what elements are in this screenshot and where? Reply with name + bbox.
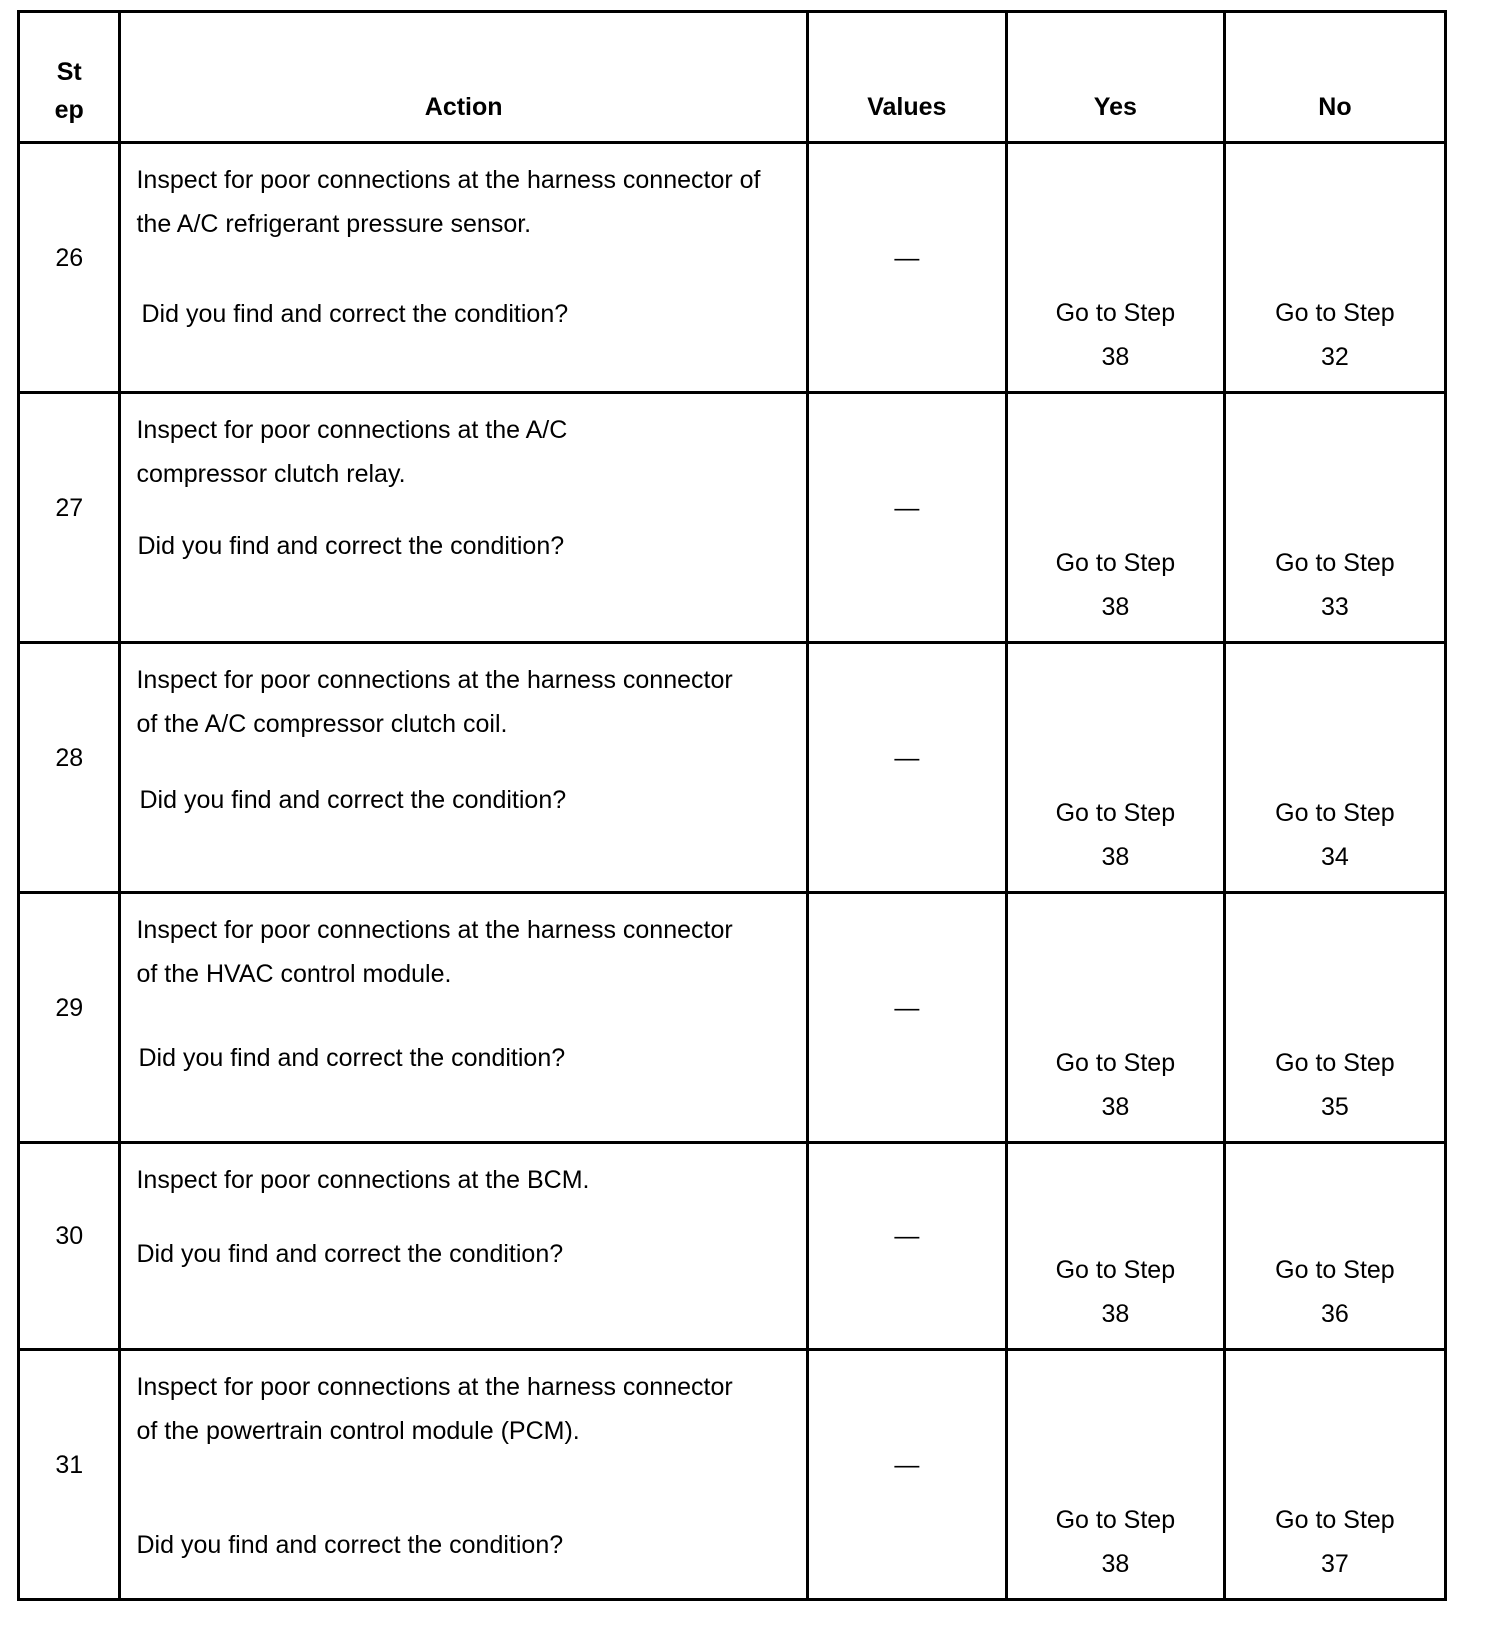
no-cell <box>1224 393 1445 643</box>
action-cell <box>120 143 807 393</box>
yes-cell <box>1006 643 1224 893</box>
action-text: Inspect for poor connections at the harness connector of the HVAC control module. <box>136 916 733 988</box>
yes-prefix: Go to Step <box>1055 799 1176 827</box>
yes-cell <box>1006 393 1224 643</box>
header-yes: Yes <box>1006 12 1224 143</box>
no-prefix: Go to Step <box>1275 1049 1395 1077</box>
yes-cell <box>1006 893 1224 1143</box>
no-prefix: Go to Step <box>1275 1256 1395 1284</box>
table-header-row <box>19 12 1446 143</box>
table-row <box>19 393 1446 643</box>
step-number: 26 <box>19 143 120 393</box>
no-cell <box>1224 893 1445 1143</box>
action-text: Inspect for poor connections at the BCM. <box>136 1166 590 1194</box>
header-step-line2: ep <box>54 96 84 124</box>
step-number: 28 <box>19 643 120 893</box>
action-text: Inspect for poor connections at the harness connector of the powertrain control module (PCM). <box>136 1373 733 1445</box>
table-row <box>19 643 1446 893</box>
step-number: 31 <box>19 1350 120 1600</box>
action-text: Inspect for poor connections at the harness connector of the A/C refrigerant pressure sensor. <box>136 166 761 238</box>
yes-cell <box>1006 143 1224 393</box>
question-text: Did you find and correct the condition? <box>136 1531 564 1559</box>
yes-cell <box>1006 1350 1224 1600</box>
no-step: 35 <box>1321 1093 1349 1121</box>
value-cell: — <box>807 643 1006 893</box>
no-prefix: Go to Step <box>1275 1506 1395 1534</box>
question-text: Did you find and correct the condition? <box>136 1240 564 1268</box>
question-text: Did you find and correct the condition? <box>137 532 565 560</box>
header-step <box>19 12 120 143</box>
no-step: 37 <box>1321 1550 1349 1578</box>
action-cell <box>120 893 807 1143</box>
question-text: Did you find and correct the condition? <box>141 300 569 328</box>
no-cell <box>1224 143 1445 393</box>
no-prefix: Go to Step <box>1275 549 1395 577</box>
table-row <box>19 1350 1446 1600</box>
table-row <box>19 1143 1446 1350</box>
no-cell <box>1224 1350 1445 1600</box>
step-number: 29 <box>19 893 120 1143</box>
yes-prefix: Go to Step <box>1055 1506 1176 1534</box>
no-step: 34 <box>1321 843 1349 871</box>
yes-prefix: Go to Step <box>1055 1049 1176 1077</box>
table-row <box>19 893 1446 1143</box>
no-step: 33 <box>1321 593 1349 621</box>
header-no: No <box>1224 12 1445 143</box>
header-values: Values <box>807 12 1006 143</box>
no-cell <box>1224 643 1445 893</box>
value-cell: — <box>807 893 1006 1143</box>
yes-step: 38 <box>1101 1300 1130 1328</box>
yes-prefix: Go to Step <box>1055 549 1176 577</box>
yes-step: 38 <box>1101 593 1130 621</box>
no-cell <box>1224 1143 1445 1350</box>
no-step: 32 <box>1321 343 1349 371</box>
value-cell: — <box>807 143 1006 393</box>
table-row <box>19 143 1446 393</box>
action-cell <box>120 1143 807 1350</box>
yes-cell <box>1006 1143 1224 1350</box>
diagnostic-steps-table <box>17 10 1447 1601</box>
header-step-line1: St <box>56 58 82 86</box>
action-text: Inspect for poor connections at the A/C compressor clutch relay. <box>136 416 568 488</box>
question-text: Did you find and correct the condition? <box>139 786 567 814</box>
step-number: 30 <box>19 1143 120 1350</box>
value-cell: — <box>807 393 1006 643</box>
yes-step: 38 <box>1101 843 1130 871</box>
value-cell: — <box>807 1350 1006 1600</box>
yes-step: 38 <box>1101 1550 1130 1578</box>
value-cell: — <box>807 1143 1006 1350</box>
action-cell <box>120 1350 807 1600</box>
action-cell <box>120 393 807 643</box>
yes-step: 38 <box>1101 1093 1130 1121</box>
no-step: 36 <box>1321 1300 1349 1328</box>
yes-prefix: Go to Step <box>1055 1256 1176 1284</box>
question-text: Did you find and correct the condition? <box>138 1044 566 1072</box>
action-text: Inspect for poor connections at the harness connector of the A/C compressor clutch coil. <box>136 666 733 738</box>
yes-prefix: Go to Step <box>1055 299 1176 327</box>
no-prefix: Go to Step <box>1275 299 1395 327</box>
step-number: 27 <box>19 393 120 643</box>
yes-step: 38 <box>1101 343 1130 371</box>
action-cell <box>120 643 807 893</box>
no-prefix: Go to Step <box>1275 799 1395 827</box>
header-action: Action <box>120 12 807 143</box>
